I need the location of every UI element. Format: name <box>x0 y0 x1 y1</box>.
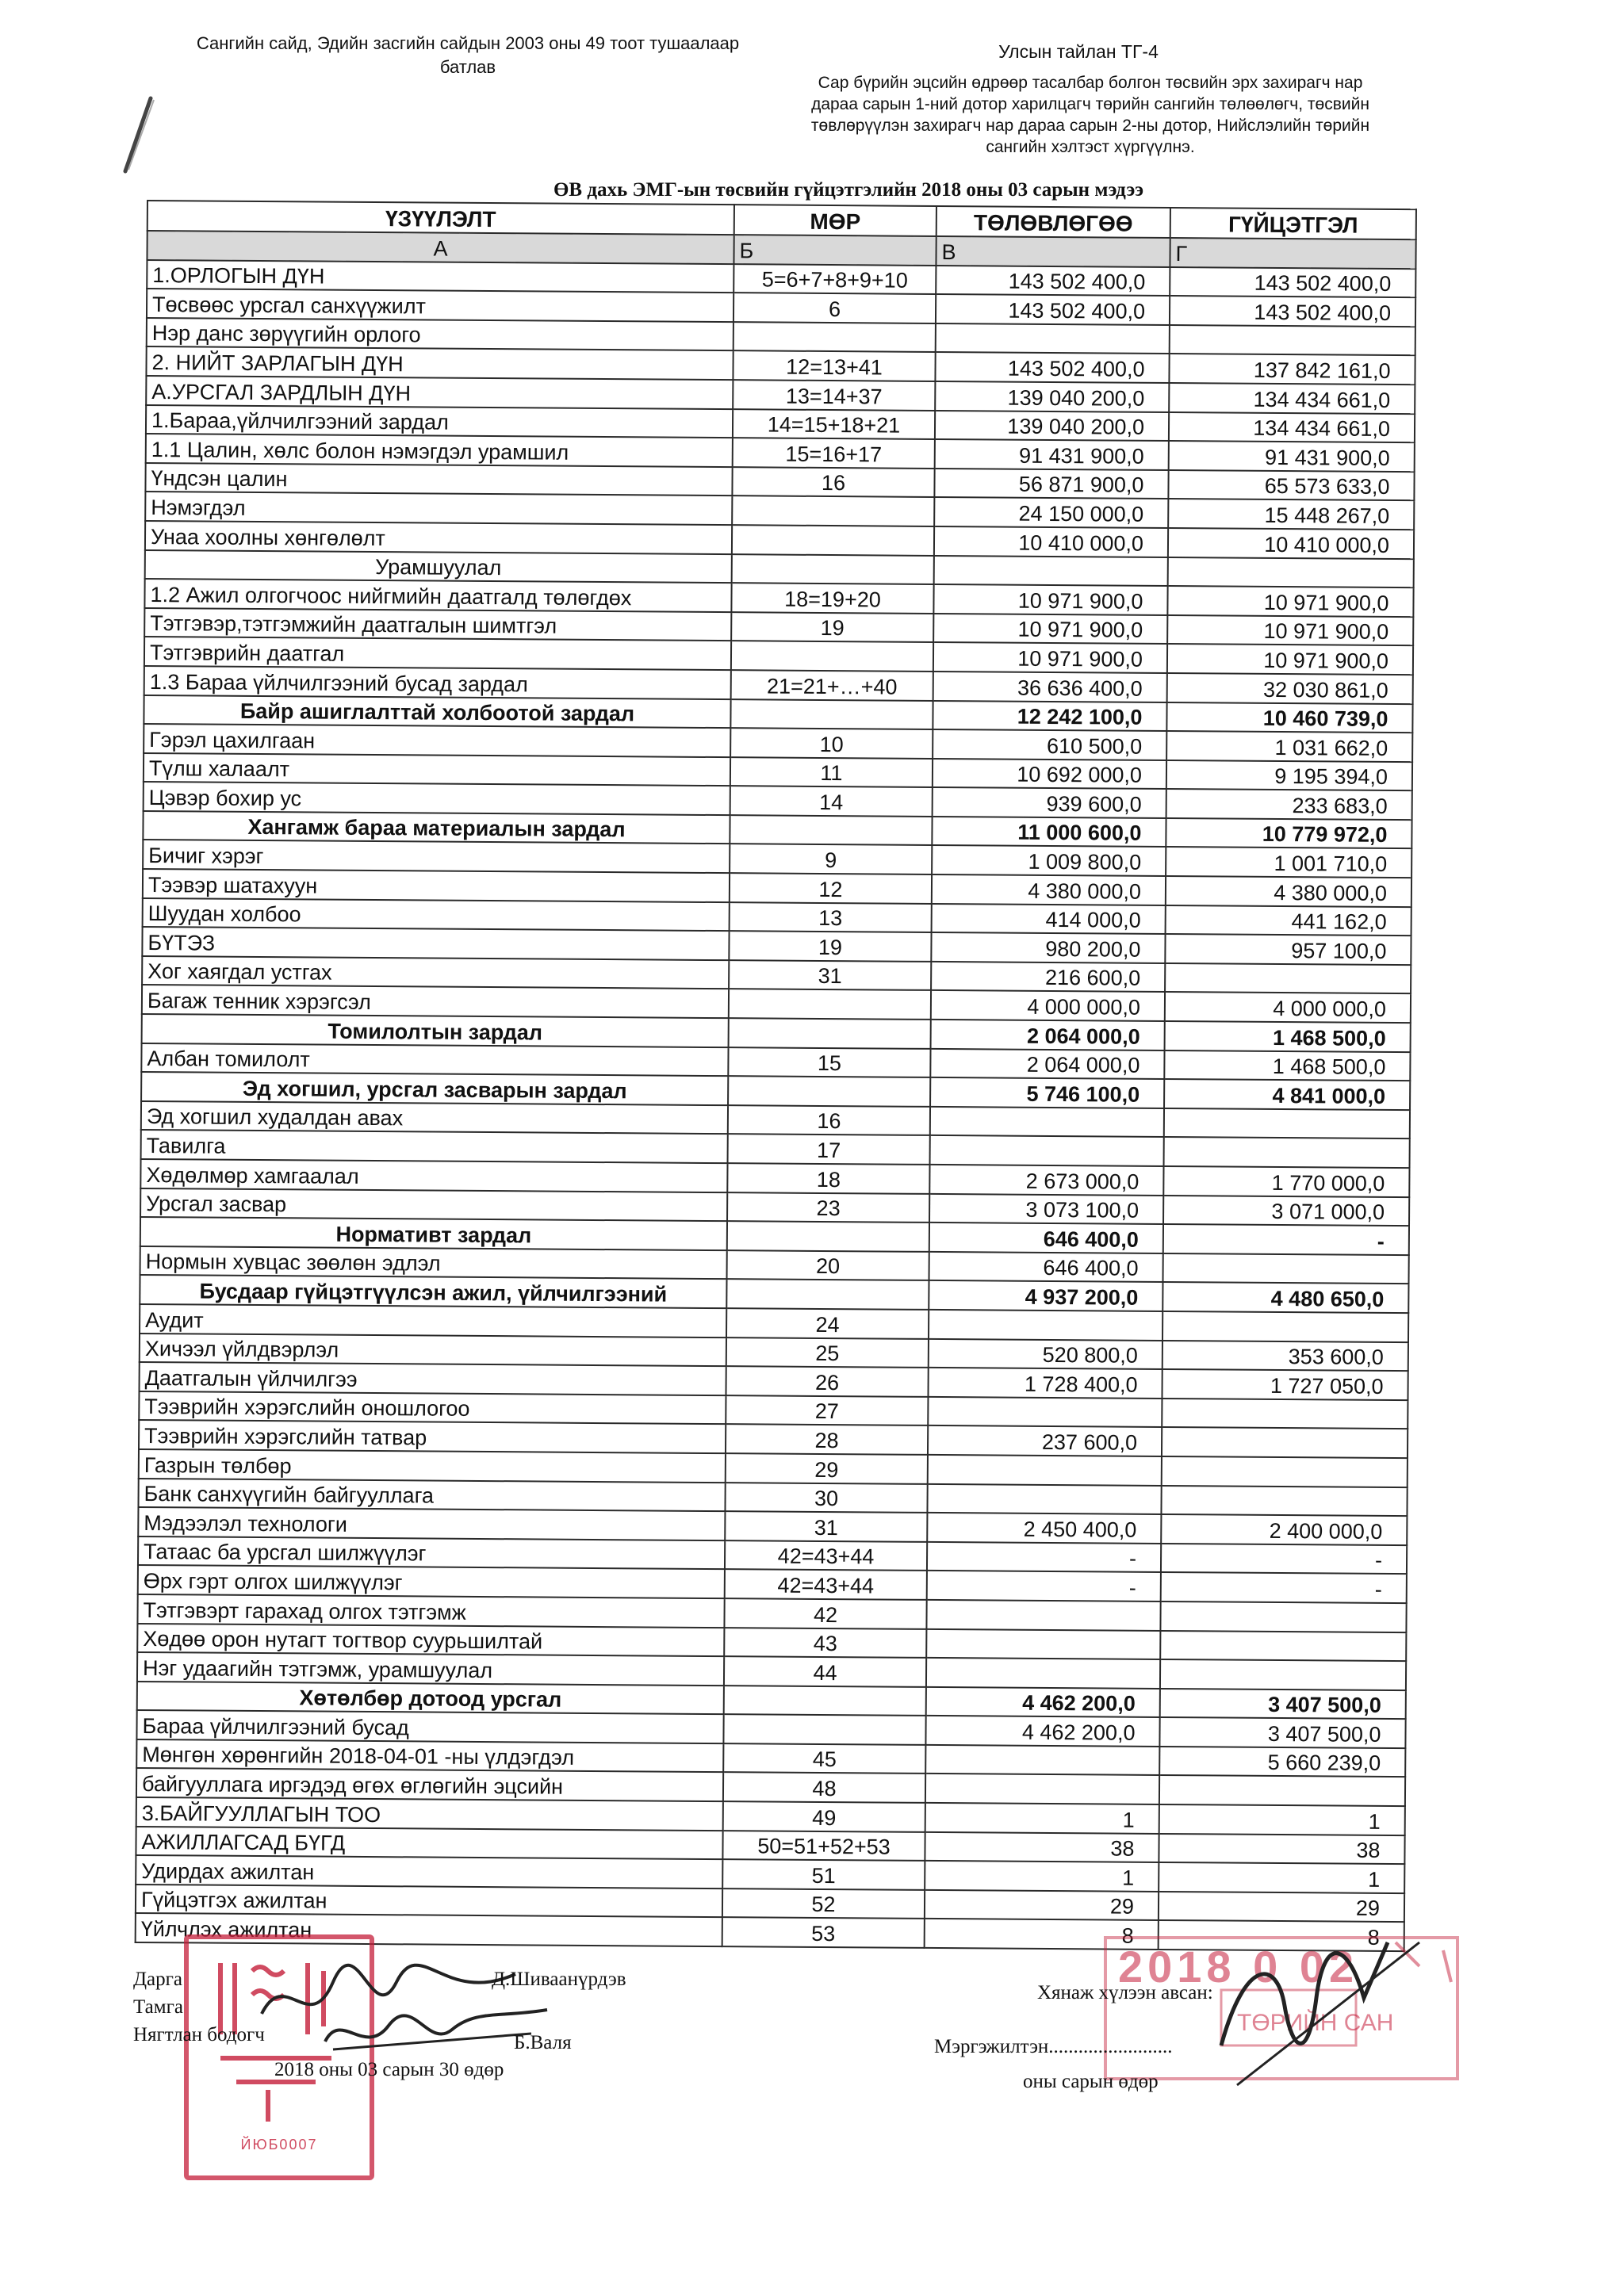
row-actual <box>1159 1775 1405 1806</box>
note-line-4: сангийн хэлтэст хүргүүлнэ. <box>986 138 1195 156</box>
row-plan: 1 <box>925 1803 1159 1834</box>
row-actual: 5 660 239,0 <box>1159 1747 1405 1777</box>
approval-line-2: батлав <box>439 57 496 77</box>
row-code: 20 <box>727 1250 929 1280</box>
row-actual: 8 <box>1159 1920 1404 1951</box>
row-indicator: Хичээл үйлдвэрлэл <box>140 1334 726 1367</box>
row-actual: 10 971 900,0 <box>1167 615 1413 646</box>
row-plan: 10 692 000,0 <box>933 759 1166 790</box>
row-plan: 2 450 400,0 <box>927 1513 1161 1544</box>
row-indicator: Хангамж бараа материалын зардал <box>143 811 730 844</box>
row-plan: 12 242 100,0 <box>933 700 1166 731</box>
row-indicator: 2. НИЙТ ЗАРЛАГЫН ДҮН <box>146 346 733 380</box>
row-actual: 233 683,0 <box>1166 789 1412 820</box>
row-code: 17 <box>728 1135 930 1165</box>
row-plan: 139 040 200,0 <box>935 411 1169 442</box>
row-code <box>730 699 933 729</box>
row-actual: 1 <box>1159 1862 1404 1893</box>
row-actual <box>1162 1253 1408 1284</box>
row-code: 31 <box>729 960 931 990</box>
row-actual: 10 410 000,0 <box>1168 528 1414 559</box>
row-actual: 1 727 050,0 <box>1162 1369 1408 1400</box>
row-actual: 1 770 000,0 <box>1163 1166 1409 1197</box>
row-code: 51 <box>722 1859 925 1889</box>
treasury-stamp-date: 2018 0 02 <box>1118 1942 1359 1992</box>
row-indicator: Банк санхүүгийн байгууллага <box>138 1478 725 1511</box>
row-code <box>729 989 931 1020</box>
row-plan: 1 728 400,0 <box>928 1368 1162 1399</box>
row-indicator: Мөнгөн хөрөнгийн 2018-04-01 -ны үлдэгдэл <box>136 1739 723 1773</box>
row-code <box>732 496 934 526</box>
row-indicator: Тэтгэвэрт гарахад олгох тэтгэмж <box>137 1594 724 1628</box>
col-row-header: МӨР <box>734 205 936 236</box>
row-indicator: Газрын төлбөр <box>139 1449 726 1483</box>
row-code <box>730 815 932 845</box>
accountant-name: Б.Валя <box>514 2032 572 2053</box>
row-plan <box>929 1310 1162 1341</box>
row-actual <box>1168 557 1414 588</box>
row-plan: 646 400,0 <box>929 1223 1163 1253</box>
note-line-3: төвлөрүүлэн захирагч нар дараа сарын 2-ны дотор, Нийслэлийн төрийн <box>810 117 1370 135</box>
row-plan: 980 200,0 <box>931 932 1165 963</box>
row-plan: 939 600,0 <box>933 787 1166 818</box>
row-indicator: Бусдаар гүйцэтгүүлсэн ажил, үйлчилгээний <box>140 1275 726 1308</box>
row-actual <box>1162 1427 1408 1458</box>
row-actual: 4 380 000,0 <box>1166 876 1411 907</box>
row-plan: 143 502 400,0 <box>936 294 1170 325</box>
row-indicator: Багаж тенник хэрэгсэл <box>142 985 729 1018</box>
row-actual: 134 434 661,0 <box>1169 383 1415 414</box>
row-indicator: Урсгал засвар <box>140 1188 727 1222</box>
row-indicator: Хөдөлмөр хамгаалал <box>140 1159 727 1192</box>
row-actual: 4 480 650,0 <box>1162 1282 1408 1313</box>
row-code: 15=16+17 <box>733 438 935 468</box>
row-actual: 9 195 394,0 <box>1166 760 1412 791</box>
row-indicator: байгууллага иргэдэд өгөх өглөгийн эцсийн <box>136 1768 723 1801</box>
letter-b: Б <box>733 235 936 265</box>
row-actual: 10 971 900,0 <box>1167 644 1413 675</box>
row-code: 29 <box>726 1453 928 1483</box>
row-code: 21=21+…+40 <box>731 670 933 700</box>
row-code: 12=13+41 <box>733 351 935 381</box>
row-plan: 4 462 200,0 <box>926 1687 1160 1718</box>
row-indicator: Нэр данс зөрүүгийн орлого <box>147 318 733 351</box>
row-plan: 4 380 000,0 <box>932 874 1166 905</box>
row-code: 53 <box>722 1918 925 1948</box>
row-code <box>729 1018 931 1048</box>
row-actual: 1 001 710,0 <box>1166 847 1411 878</box>
row-indicator: Үндсэн цалин <box>145 463 732 496</box>
row-indicator: Хог хаягдал устгах <box>142 956 729 989</box>
row-plan: 10 971 900,0 <box>933 642 1167 673</box>
row-code <box>733 322 936 352</box>
row-plan: 610 500,0 <box>933 729 1166 760</box>
row-indicator: АЖИЛЛАГСАД БҮГД <box>136 1827 722 1860</box>
col-indicator-header: ҮЗҮҮЛЭЛТ <box>147 201 734 235</box>
row-actual <box>1162 1311 1408 1342</box>
row-code: 14 <box>730 786 933 816</box>
row-indicator: Цэвэр бохир ус <box>144 782 730 815</box>
row-actual <box>1160 1630 1406 1661</box>
row-indicator: Эд хогшил худалдан авах <box>141 1101 728 1135</box>
row-code: 44 <box>724 1656 926 1686</box>
row-actual: 137 842 161,0 <box>1169 354 1415 385</box>
row-code: 28 <box>726 1424 928 1454</box>
row-indicator: 1.1 Цалин, хөлс болон нэмэгдэл урамшил <box>146 434 733 467</box>
specialist-label: Мэргэжилтэн......................... <box>934 2036 1173 2057</box>
row-code: 13 <box>730 902 932 932</box>
letter-g: Г <box>1170 238 1415 269</box>
row-actual: 143 502 400,0 <box>1170 267 1415 298</box>
row-plan: 91 431 900,0 <box>935 439 1169 470</box>
row-actual: 1 468 500,0 <box>1164 1050 1410 1081</box>
row-actual: 1 468 500,0 <box>1165 1021 1411 1052</box>
row-code: 16 <box>732 467 934 497</box>
row-code: 42 <box>724 1598 926 1628</box>
row-actual <box>1165 963 1411 994</box>
row-plan: 10 971 900,0 <box>933 614 1167 645</box>
approval-note <box>159 32 777 79</box>
row-indicator: Үйлчлэх ажилтан <box>136 1913 722 1946</box>
row-plan: 24 150 000,0 <box>934 497 1168 528</box>
row-code <box>728 1076 930 1106</box>
row-indicator: Нэг удаагийн тэтгэмж, урамшуулал <box>137 1652 724 1686</box>
row-plan: 5 746 100,0 <box>930 1077 1164 1108</box>
row-plan <box>928 1455 1162 1486</box>
row-code: 42=43+44 <box>725 1569 927 1599</box>
row-indicator: Тэтгэвэр,тэтгэмжийн даатгалын шимтгэл <box>144 608 731 641</box>
approval-line-1: Сангийн сайд, Эдийн засгийн сайдын 2003 оны 49 тоот тушаалаар <box>196 33 740 53</box>
row-indicator: Даатгалын үйлчилгээ <box>140 1362 726 1395</box>
row-actual: 1 <box>1159 1804 1405 1835</box>
seal-code: ЙЮБ0007 <box>240 2137 318 2152</box>
row-indicator: Хөтөлбөр дотоод урсгал <box>137 1682 724 1715</box>
row-indicator: Эд хогшил, урсгал засварын зардал <box>141 1072 728 1105</box>
row-plan: 1 009 800,0 <box>932 845 1166 876</box>
row-code: 50=51+52+53 <box>722 1831 925 1861</box>
document-title: ӨВ дахь ЭМГ-ын төсвийн гүйцэтгэлийн 2018 оны 03 сарын мэдээ <box>553 179 1144 201</box>
row-plan <box>926 1600 1160 1631</box>
row-plan: 2 064 000,0 <box>930 1049 1164 1080</box>
row-code: 9 <box>730 844 932 874</box>
row-plan: 8 <box>925 1919 1159 1950</box>
row-indicator: Түлш халаалт <box>144 753 730 786</box>
row-plan: 2 064 000,0 <box>931 1020 1165 1050</box>
row-indicator: Төсвөөс урсгал санхүүжилт <box>147 289 733 322</box>
row-code: 23 <box>727 1192 929 1223</box>
specialist-signature-icon <box>1189 1927 1427 2093</box>
row-indicator: Унаа хоолны хөнгөлөлт <box>145 521 732 554</box>
row-code: 11 <box>730 757 933 787</box>
row-actual: 353 600,0 <box>1162 1341 1408 1372</box>
row-plan: - <box>927 1571 1161 1601</box>
row-plan: 3 073 100,0 <box>929 1194 1163 1225</box>
row-indicator: Мэдээлэл технологи <box>138 1507 725 1540</box>
row-plan <box>925 1745 1159 1776</box>
row-plan: 646 400,0 <box>929 1252 1163 1283</box>
row-code: 18 <box>727 1163 929 1193</box>
row-plan: - <box>927 1542 1161 1573</box>
row-actual <box>1161 1486 1407 1517</box>
row-plan: 237 600,0 <box>928 1425 1162 1456</box>
row-code: 16 <box>728 1105 930 1135</box>
row-actual: 4 000 000,0 <box>1165 992 1411 1023</box>
row-actual: 3 407 500,0 <box>1159 1717 1405 1748</box>
letter-a: А <box>147 231 733 264</box>
row-code: 26 <box>726 1366 928 1396</box>
row-actual: 91 431 900,0 <box>1169 441 1415 472</box>
row-code: 14=15+18+21 <box>733 409 935 439</box>
accountant-label: Нягтлан бодогч <box>133 2024 265 2045</box>
col-plan-header: ТӨЛӨВЛӨГӨӨ <box>936 206 1170 238</box>
row-indicator: Томилолтын зардал <box>142 1014 729 1047</box>
row-code: 18=19+20 <box>731 583 933 613</box>
row-indicator: Өрх гэрт олгох шилжүүлэг <box>138 1565 725 1598</box>
row-plan: 4 000 000,0 <box>931 990 1165 1021</box>
row-indicator: Тээвэр шатахуун <box>143 869 730 902</box>
row-code: 30 <box>725 1483 927 1513</box>
row-indicator: Гэрэл цахилгаан <box>144 724 730 757</box>
row-plan <box>934 555 1168 586</box>
row-plan: 216 600,0 <box>931 962 1165 993</box>
row-plan: 36 636 400,0 <box>933 672 1167 702</box>
row-actual: 3 407 500,0 <box>1160 1689 1406 1720</box>
row-actual: 38 <box>1159 1834 1404 1865</box>
row-code: 12 <box>730 873 932 903</box>
row-actual: 10 779 972,0 <box>1166 818 1411 849</box>
row-actual: - <box>1163 1224 1409 1255</box>
seal-label: Тамга <box>133 1996 183 2018</box>
row-indicator: Татаас ба урсгал шилжүүлэг <box>138 1536 725 1570</box>
row-code <box>732 554 934 584</box>
form-number: Улсын тайлан ТГ-4 <box>998 41 1159 62</box>
letter-v: В <box>936 236 1170 267</box>
row-code <box>731 641 933 671</box>
row-indicator: Нормативт зардал <box>140 1217 727 1250</box>
row-actual: 2 400 000,0 <box>1161 1514 1407 1545</box>
row-plan <box>927 1483 1161 1514</box>
row-plan: 56 871 900,0 <box>934 469 1168 499</box>
row-actual: 65 573 633,0 <box>1168 470 1414 501</box>
row-code: 45 <box>723 1743 925 1774</box>
row-code: 27 <box>726 1395 928 1425</box>
row-indicator: Бичиг хэрэг <box>143 840 730 873</box>
row-actual <box>1170 325 1415 356</box>
row-code <box>724 1686 926 1716</box>
row-indicator: Хөдөө орон нутагт тогтвор суурьшилтай <box>137 1623 724 1656</box>
row-code: 5=6+7+8+9+10 <box>733 264 936 294</box>
row-actual: - <box>1161 1572 1407 1603</box>
row-plan: 38 <box>925 1832 1159 1863</box>
row-indicator: Нормын хувцас зөөлөн эдлэл <box>140 1246 727 1280</box>
row-indicator: Албан томилолт <box>141 1043 728 1077</box>
budget-report-table <box>135 200 1417 1952</box>
row-code: 52 <box>722 1888 925 1919</box>
row-code: 48 <box>723 1773 925 1803</box>
table-body <box>136 260 1416 1952</box>
row-actual <box>1162 1399 1408 1429</box>
row-plan <box>926 1658 1160 1689</box>
row-indicator: Гүйцэтгэх ажилтан <box>136 1885 722 1918</box>
row-indicator: Удирдах ажилтан <box>136 1855 722 1888</box>
row-code <box>726 1280 929 1310</box>
row-actual: 3 071 000,0 <box>1163 1196 1409 1226</box>
row-indicator: Бараа үйлчилгээний бусад <box>136 1710 723 1743</box>
row-code: 6 <box>733 293 936 323</box>
director-label: Дарга <box>133 1969 182 1990</box>
row-actual <box>1164 1137 1410 1168</box>
row-actual: 134 434 661,0 <box>1169 412 1415 443</box>
row-indicator: 1.2 Ажил олгогчоос нийгмийн даатгалд төлөгдөх <box>144 579 731 612</box>
row-code: 42=43+44 <box>725 1540 927 1571</box>
row-code: 31 <box>725 1511 927 1541</box>
row-plan: 143 502 400,0 <box>935 352 1169 383</box>
row-plan: 2 673 000,0 <box>929 1165 1163 1196</box>
row-indicator: Урамшуулал <box>145 550 732 584</box>
row-plan <box>928 1397 1162 1428</box>
row-plan: 520 800,0 <box>929 1338 1162 1369</box>
row-actual: 957 100,0 <box>1165 934 1411 965</box>
review-date-blank: оны сарын өдөр <box>1023 2071 1159 2092</box>
row-code: 49 <box>723 1801 925 1831</box>
row-plan <box>930 1135 1164 1166</box>
row-actual: 10 971 900,0 <box>1167 586 1413 617</box>
row-plan: 4 937 200,0 <box>929 1280 1162 1311</box>
row-plan: 10 971 900,0 <box>933 584 1167 615</box>
col-actual-header: ГҮЙЦЭТГЭЛ <box>1170 208 1416 239</box>
row-indicator: БҮТЭЗ <box>142 927 729 960</box>
row-code <box>723 1714 925 1744</box>
signed-date: 2018 оны 03 сарын 30 өдөр <box>274 2059 504 2080</box>
row-code: 13=14+37 <box>733 380 935 410</box>
row-plan: 1 <box>925 1861 1159 1892</box>
row-indicator: 1.ОРЛОГЫН ДҮН <box>147 260 733 293</box>
row-actual: - <box>1161 1544 1407 1575</box>
row-plan: 139 040 200,0 <box>935 381 1169 412</box>
row-actual: 29 <box>1159 1892 1404 1923</box>
pen-mark-icon <box>119 95 155 174</box>
row-plan <box>925 1774 1159 1804</box>
row-indicator: 3.БАЙГУУЛЛАГЫН ТОО <box>136 1797 723 1831</box>
row-plan: 143 502 400,0 <box>936 266 1170 297</box>
row-plan: 29 <box>925 1890 1159 1921</box>
row-actual: 32 030 861,0 <box>1167 673 1413 704</box>
row-plan: 414 000,0 <box>932 904 1166 935</box>
note-line-2: дараа сарын 1-ний дотор харилцагч төрийн сангийн төлөөлөгч, төсвийн <box>811 95 1369 113</box>
row-code: 43 <box>724 1628 926 1658</box>
row-plan: 4 462 200,0 <box>925 1716 1159 1747</box>
row-code: 25 <box>726 1337 929 1368</box>
note-line-1: Сар бүрийн эцсийн өдрөөр тасалбар болгон төсвийн эрх захирагч нар <box>818 74 1363 92</box>
row-indicator: Аудит <box>140 1304 726 1337</box>
row-actual <box>1162 1456 1408 1487</box>
row-code: 19 <box>729 931 931 961</box>
row-plan <box>936 323 1170 354</box>
row-indicator: Тэтгэврийн даатгал <box>144 637 731 670</box>
form-note <box>757 41 1423 158</box>
row-indicator: Тавилга <box>141 1130 728 1163</box>
row-actual: 15 448 267,0 <box>1168 499 1414 530</box>
director-name: Д.Шиваанүрдэв <box>492 1969 626 1990</box>
row-plan <box>930 1107 1164 1138</box>
row-actual <box>1160 1601 1406 1632</box>
row-actual <box>1160 1659 1406 1690</box>
row-code: 15 <box>728 1047 930 1077</box>
row-plan: 11 000 600,0 <box>932 817 1166 848</box>
row-plan <box>926 1628 1160 1659</box>
treasury-stamp-text: ТӨРИЙН САН <box>1237 2010 1394 2036</box>
row-code: 10 <box>730 728 933 758</box>
row-indicator: Тээврийн хэрэгслийн оношлогоо <box>139 1391 726 1425</box>
row-indicator: 1.Бараа,үйлчилгээний зардал <box>146 405 733 438</box>
reviewed-label: Хянаж хүлээн авсан: <box>1037 1982 1213 2003</box>
row-actual: 143 502 400,0 <box>1170 296 1415 327</box>
row-indicator: Байр ашиглалттай холбоотой зардал <box>144 695 730 728</box>
row-plan: 10 410 000,0 <box>934 526 1168 557</box>
row-indicator: А.УРСГАЛ ЗАРДЛЫН ДҮН <box>146 376 733 409</box>
row-code <box>732 525 934 555</box>
row-actual: 4 841 000,0 <box>1164 1079 1410 1110</box>
row-code: 24 <box>726 1308 929 1338</box>
row-actual: 441 162,0 <box>1166 905 1411 936</box>
row-indicator: Шуудан холбоо <box>143 898 730 932</box>
row-actual <box>1164 1108 1410 1139</box>
row-code: 19 <box>731 612 933 642</box>
row-code <box>727 1221 929 1251</box>
row-actual: 10 460 739,0 <box>1166 702 1412 733</box>
row-indicator: Тээврийн хэрэгслийн татвар <box>139 1420 726 1453</box>
row-indicator: 1.3 Бараа үйлчилгээний бусад зардал <box>144 666 731 699</box>
row-actual: 1 031 662,0 <box>1166 731 1412 762</box>
row-indicator: Нэмэгдэл <box>145 492 732 525</box>
